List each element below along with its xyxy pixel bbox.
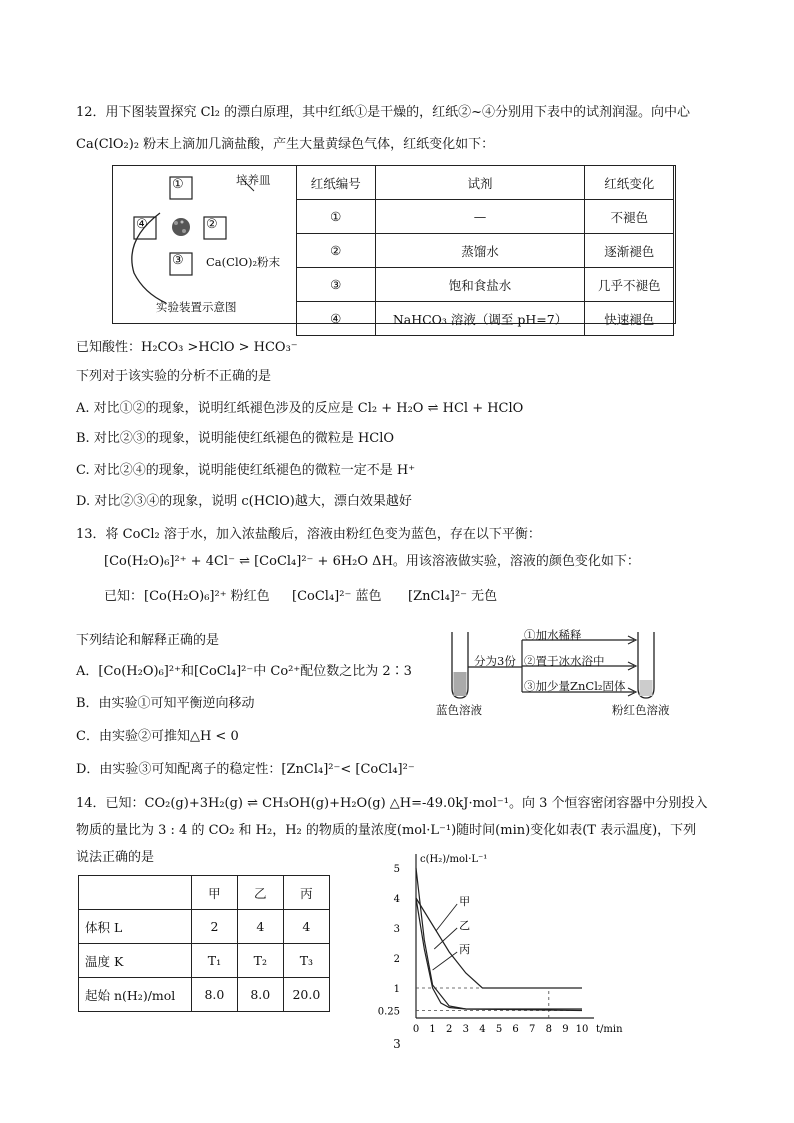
x-axis-label: t/min xyxy=(596,1024,623,1035)
table-cell: ① xyxy=(297,200,376,234)
table-header-cell: 甲 xyxy=(192,876,238,910)
q12-marker-1: ① xyxy=(172,177,184,192)
table-header-row xyxy=(79,876,330,910)
q12-option-b: B. 对比②③的现象，说明能使红纸褪色的微粒是 HClO xyxy=(76,431,395,446)
table-cell: ② xyxy=(297,234,376,268)
table-cell: 几乎不褪色 xyxy=(585,268,674,302)
page-number: 3 xyxy=(393,1037,401,1051)
table-cell: ④ xyxy=(297,302,376,336)
y-tick-label: 1 xyxy=(393,984,400,995)
q13-option-d: D．由实验③可知配离子的稳定性：[ZnCl₄]²⁻< [CoCl₄]²⁻ xyxy=(76,762,415,777)
y-tick-label: 0.25 xyxy=(377,1006,400,1018)
x-tick-label: 3 xyxy=(462,1024,469,1035)
q13-known-item: [Co(H₂O)₆]²⁺ 粉红色 xyxy=(144,589,270,604)
table-cell: T₂ xyxy=(237,944,283,978)
table-row xyxy=(79,978,330,1012)
q12-powder-label: Ca(ClO)₂粉末 xyxy=(206,255,281,269)
series-pointer-arrow xyxy=(436,904,457,931)
h2-concentration-chart xyxy=(362,850,632,1040)
q13-known-prefix: 已知： xyxy=(104,589,144,604)
q12-option-a: A. 对比①②的现象，说明红纸褪色涉及的反应是 Cl₂ + H₂O ⇌ HCl + HClO xyxy=(76,401,524,416)
x-tick-label: 5 xyxy=(495,1024,503,1035)
table-cell: 逐渐褪色 xyxy=(585,234,674,268)
q13-known-item: [ZnCl₄]²⁻ 无色 xyxy=(408,589,498,604)
q12-reagent-table xyxy=(296,165,674,336)
q13-equation: [Co(H₂O)₆]²⁺ + 4Cl⁻ ⇌ [CoCl₄]²⁻ + 6H₂O ΔH。用该溶液做实验，溶液的颜色变化如下： xyxy=(104,554,640,569)
q13-step-2: ②置于冰水浴中 xyxy=(524,654,605,668)
q12-marker-2: ② xyxy=(206,217,218,232)
x-tick-label: 2 xyxy=(446,1024,453,1035)
x-tick-label: 7 xyxy=(529,1024,536,1035)
q14-chart xyxy=(362,850,632,1040)
x-tick-label: 10 xyxy=(575,1024,589,1035)
table-cell: 体积 L xyxy=(79,910,192,944)
table-cell: ③ xyxy=(297,268,376,302)
table-header-cell: 试剂 xyxy=(375,166,585,200)
x-tick-label: 0 xyxy=(412,1024,420,1035)
q13-question: 下列结论和解释正确的是 xyxy=(76,633,220,648)
y-tick-label: 5 xyxy=(393,864,400,875)
q13-split-label: 分为3份 xyxy=(474,654,516,668)
series-label: 乙 xyxy=(459,919,471,932)
table-cell: 4 xyxy=(237,910,283,944)
q14-line1: 14．已知：CO₂(g)+3H₂(g) ⇌ CH₃OH(g)+H₂O(g) △H=-49.0kJ·mol⁻¹。向 3 个恒容密闭容器中分别投入 xyxy=(76,796,708,811)
table-header-cell: 红纸编号 xyxy=(297,166,376,200)
table-header-cell xyxy=(79,876,192,910)
table-row xyxy=(297,234,674,268)
q14-line3: 说法正确的是 xyxy=(76,850,155,865)
q12-question: 下列对于该实验的分析不正确的是 xyxy=(76,369,272,384)
q13-stem: 13．将 CoCl₂ 溶于水，加入浓盐酸后，溶液由粉红色变为蓝色，存在以下平衡： xyxy=(76,527,541,542)
y-tick-label: 2 xyxy=(393,954,400,965)
series-line-2 xyxy=(416,898,582,1009)
y-tick-label: 4 xyxy=(393,894,400,905)
q13-left-label: 蓝色溶液 xyxy=(436,703,482,717)
series-label: 丙 xyxy=(459,943,471,956)
series-label: 甲 xyxy=(459,895,471,908)
table-header-cell: 丙 xyxy=(283,876,329,910)
q12-stem-line1: 12．用下图装置探究 Cl₂ 的漂白原理，其中红纸①是干燥的，红纸②~④分别用下表中的试剂润湿。向中心 xyxy=(76,105,691,120)
table-cell: 蒸馏水 xyxy=(375,234,585,268)
q13-step-3: ③加少量ZnCl₂固体 xyxy=(524,679,626,693)
q12-diagram-caption: 实验装置示意图 xyxy=(156,300,237,314)
table-header-cell: 乙 xyxy=(237,876,283,910)
table-cell: 8.0 xyxy=(237,978,283,1012)
q13-option-a: A．[Co(H₂O)₆]²⁺和[CoCl₄]²⁻中 Co²⁺配位数之比为 2∶3 xyxy=(76,664,412,679)
table-cell: 快速褪色 xyxy=(585,302,674,336)
table-cell: 起始 n(H₂)/mol xyxy=(79,978,192,1012)
table-cell: 饱和食盐水 xyxy=(375,268,585,302)
q12-stem-line2: Ca(ClO₂)₂ 粉末上滴加几滴盐酸，产生大量黄绿色气体，红纸变化如下： xyxy=(76,137,495,152)
q13-known-item: [CoCl₄]²⁻ 蓝色 xyxy=(292,589,382,604)
x-tick-label: 9 xyxy=(562,1024,569,1035)
x-tick-label: 4 xyxy=(479,1024,486,1035)
q13-option-c: C．由实验②可推知△H < 0 xyxy=(76,729,239,744)
table-cell: T₃ xyxy=(283,944,329,978)
table-cell: 8.0 xyxy=(192,978,238,1012)
table-header-row xyxy=(297,166,674,200)
y-tick-label: 3 xyxy=(393,924,400,935)
table-row xyxy=(297,302,674,336)
table-cell: 不褪色 xyxy=(585,200,674,234)
table-cell: NaHCO₃ 溶液（调至 pH=7） xyxy=(375,302,585,336)
table-row xyxy=(297,268,674,302)
table-row xyxy=(297,200,674,234)
q12-marker-4: ④ xyxy=(136,217,148,232)
table-cell: — xyxy=(375,200,585,234)
q12-known-acidity: 已知酸性：H₂CO₃ >HClO > HCO₃⁻ xyxy=(76,340,298,355)
q14-conditions-table xyxy=(78,875,330,1012)
series-pointer-arrow xyxy=(433,952,458,970)
x-tick-label: 1 xyxy=(429,1024,436,1035)
table-row xyxy=(79,944,330,978)
table-cell: 温度 K xyxy=(79,944,192,978)
q12-option-c: C. 对比②④的现象，说明能使红纸褪色的微粒一定不是 H⁺ xyxy=(76,463,416,478)
table-cell: 4 xyxy=(283,910,329,944)
table-cell: T₁ xyxy=(192,944,238,978)
y-axis-label: c(H₂)/mol·L⁻¹ xyxy=(420,854,488,865)
q13-option-b: B．由实验①可知平衡逆向移动 xyxy=(76,696,255,711)
table-row xyxy=(79,910,330,944)
q12-option-d: D. 对比②③④的现象，说明 c(HClO)越大，漂白效果越好 xyxy=(76,494,412,509)
q12-dish-label: 培养皿 xyxy=(236,173,271,187)
x-tick-label: 6 xyxy=(512,1024,519,1035)
q12-marker-3: ③ xyxy=(172,253,184,268)
q13-right-label: 粉红色溶液 xyxy=(612,703,670,717)
q14-line2: 物质的量比为 3 : 4 的 CO₂ 和 H₂，H₂ 的物质的量浓度(mol·L⁻¹)随时间(min)变化如表(T 表示温度)，下列 xyxy=(76,823,697,838)
table-cell: 2 xyxy=(192,910,238,944)
table-cell: 20.0 xyxy=(283,978,329,1012)
q13-step-1: ①加水稀释 xyxy=(524,628,582,642)
x-tick-label: 8 xyxy=(545,1024,552,1035)
table-header-cell: 红纸变化 xyxy=(585,166,674,200)
